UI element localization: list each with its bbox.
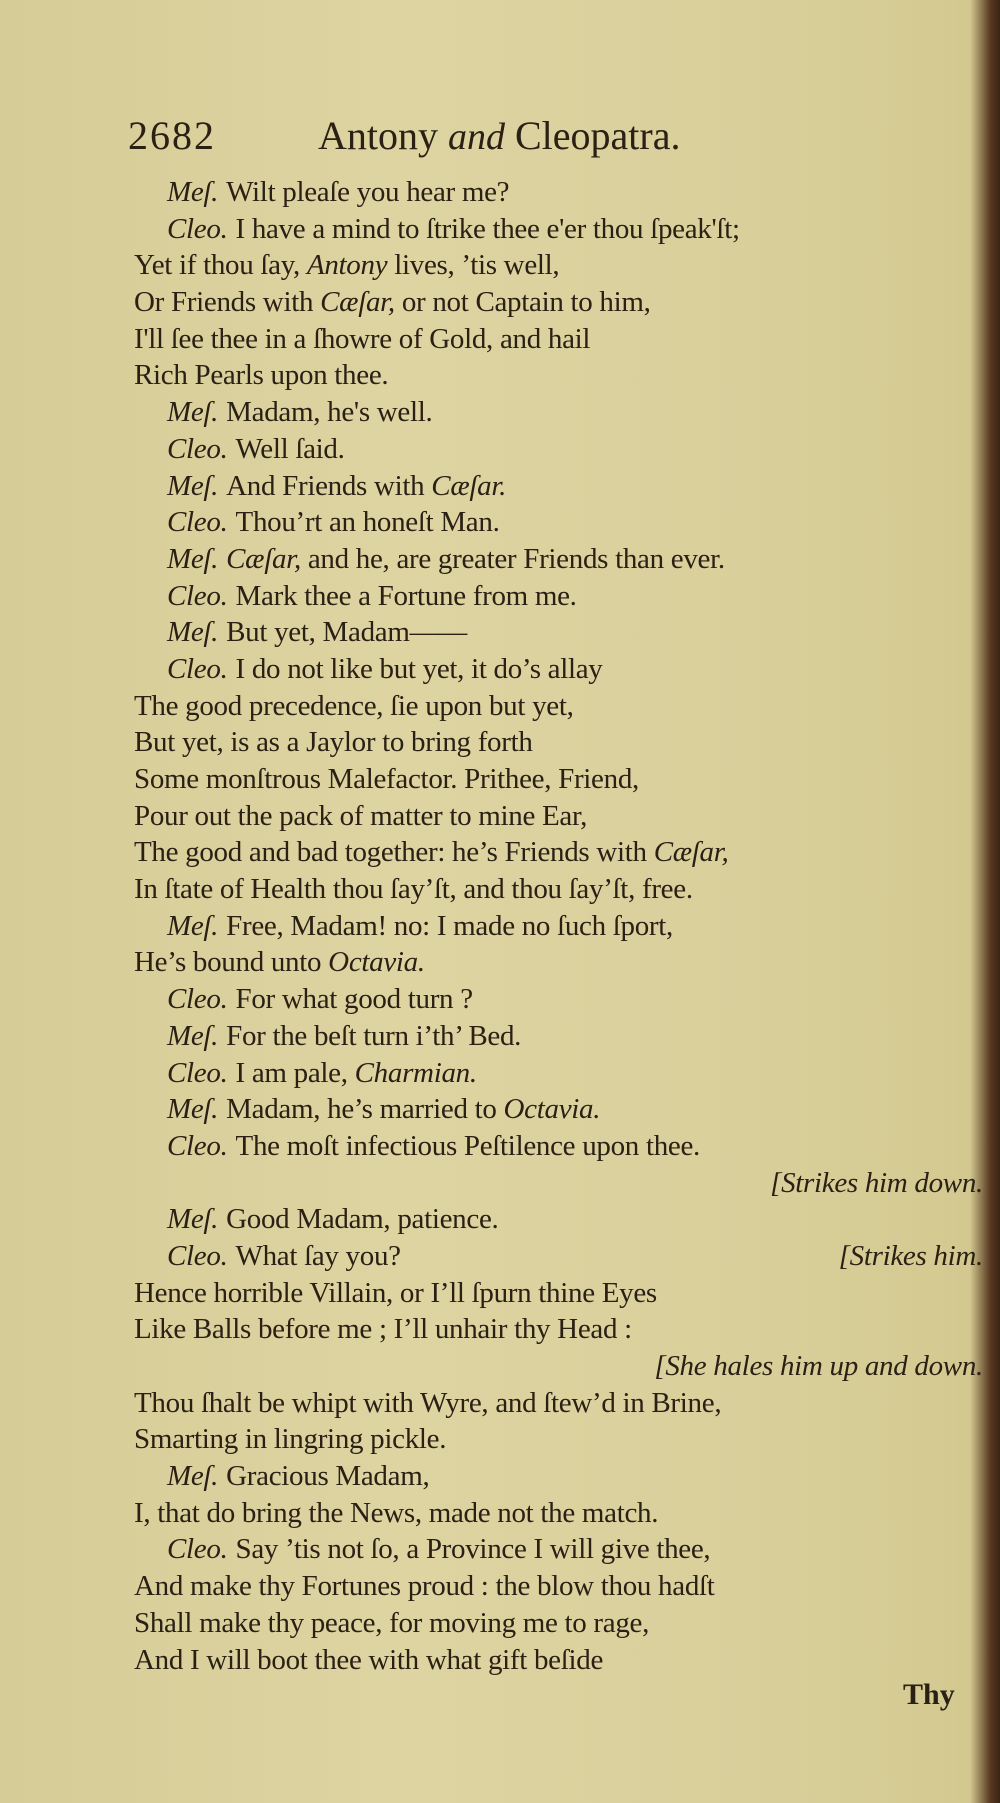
line-content [770, 1167, 983, 1199]
line-text: Yet if thou ſay, [134, 249, 307, 282]
verse-line [134, 614, 983, 651]
verse-line [134, 1568, 983, 1605]
line-text: He’s bound unto [134, 946, 329, 979]
line-content [167, 983, 473, 1015]
speaker-prefix: Cleo. [167, 1533, 228, 1566]
line-content [167, 506, 500, 538]
verse-line [134, 871, 983, 908]
verse-line [134, 1018, 983, 1055]
line-content [167, 910, 673, 942]
title-antony: Antony [318, 113, 438, 158]
italic-text: Cæſar, [653, 836, 729, 869]
title-cleopatra: Cleopatra. [515, 113, 681, 158]
line-text: The good and bad together: he’s Friends with [134, 836, 654, 869]
verse-line [134, 394, 983, 431]
play-text [134, 174, 983, 1678]
title-and: and [448, 116, 505, 158]
line-text: Rich Pearls upon thee. [134, 359, 389, 392]
italic-text: Cæſar. [431, 469, 507, 502]
verse-line [134, 834, 983, 871]
line-text: I do not like but yet, it do’s allay [235, 652, 603, 685]
line-content [134, 800, 587, 832]
line-content [167, 1057, 477, 1089]
line-content [654, 1350, 983, 1382]
line-content [167, 176, 509, 208]
line-content [167, 616, 467, 648]
speaker-prefix: Cleo. [167, 506, 228, 539]
verse-line [134, 1531, 983, 1568]
line-text: Gracious Madam, [226, 1460, 430, 1493]
line-text: Well ſaid. [235, 432, 345, 465]
line-content [134, 763, 639, 795]
italic-text: [She hales him up and down. [654, 1350, 983, 1382]
verse-line [134, 981, 983, 1018]
speaker-prefix: Meſ. [167, 1019, 219, 1052]
speaker-prefix: Cleo. [167, 652, 228, 685]
speaker-prefix: Cleo. [167, 432, 228, 465]
line-text: Good Madam, patience. [226, 1203, 499, 1236]
verse-line [134, 357, 983, 394]
line-content [167, 1238, 401, 1275]
verse-line [134, 724, 983, 761]
line-content [167, 470, 506, 502]
verse-line [134, 651, 983, 688]
line-content [134, 836, 728, 868]
speaker-prefix: Meſ. [167, 1203, 219, 1236]
line-text: Smarting in lingring pickle. [134, 1423, 447, 1456]
line-text: For the beſt turn i’th’ Bed. [226, 1019, 522, 1052]
verse-line [134, 468, 983, 505]
line-text: The moſt infectious Peſtilence upon thee. [235, 1129, 700, 1162]
line-content [167, 1130, 700, 1162]
italic-text: [Strikes him down. [770, 1166, 983, 1199]
line-content [134, 359, 388, 391]
verse-line [134, 798, 983, 835]
italic-text: Cæſar, [226, 542, 301, 575]
line-content [134, 873, 693, 905]
line-content [134, 946, 425, 978]
line-text: Some monſtrous Malefactor. Prithee, Friend, [134, 763, 639, 795]
verse-line [134, 1055, 983, 1092]
italic-text: Antony [306, 249, 388, 282]
line-content [167, 396, 432, 428]
speaker-prefix: Cleo. [167, 1056, 228, 1089]
line-text: And Friends with [226, 469, 432, 502]
speaker-prefix: Cleo. [167, 212, 228, 245]
italic-text: Octavia. [503, 1093, 601, 1126]
italic-text: Octavia. [328, 946, 425, 979]
line-text: Hence horrible Villain, or I’ll ſpurn thine Eyes [134, 1276, 657, 1309]
speaker-prefix: Cleo. [167, 1129, 228, 1162]
verse-line [134, 247, 983, 284]
verse-line [134, 431, 983, 468]
speaker-prefix: Meſ. [167, 616, 219, 649]
verse-line [134, 1458, 983, 1495]
line-content [134, 1277, 657, 1309]
verse-line [134, 1421, 983, 1458]
speaker-prefix: Meſ. [167, 909, 219, 942]
line-text: Thou ſhalt be whipt with Wyre, and ſtew’d in Brine, [134, 1386, 722, 1419]
line-text: Madam, he's well. [226, 396, 433, 429]
line-content [134, 1607, 649, 1639]
line-content [167, 580, 577, 612]
line-text: But yet, Madam—— [226, 616, 468, 649]
stage-direction: [Strikes him. [838, 1239, 983, 1272]
line-text: Thou’rt an honeſt Man. [235, 506, 500, 539]
stage-direction [134, 1165, 983, 1202]
line-text: Mark thee a Fortune from me. [235, 579, 577, 612]
speaker-prefix: Cleo. [167, 983, 228, 1016]
speaker-prefix: Meſ. [167, 469, 219, 502]
line-content [167, 213, 740, 245]
line-text: I'll ſee thee in a ſhowre of Gold, and hail [134, 322, 591, 355]
verse-line [134, 1201, 983, 1238]
line-text: and he, are greater Friends than ever. [300, 542, 725, 575]
verse-line [134, 1495, 983, 1532]
italic-text: Charmian. [354, 1056, 477, 1089]
line-text: What ſay you? [235, 1239, 401, 1272]
verse-line [134, 1642, 983, 1679]
line-text: And make thy Fortunes proud : the blow thou hadſt [134, 1570, 715, 1603]
verse-line [134, 321, 983, 358]
speaker-prefix: Cleo. [167, 579, 228, 612]
line-text: For what good turn ? [235, 983, 473, 1016]
line-content [134, 1644, 603, 1676]
line-content [134, 323, 590, 355]
verse-line [134, 284, 983, 321]
verse-line [134, 1091, 983, 1128]
verse-line [134, 1311, 983, 1348]
line-content [167, 1020, 521, 1052]
line-content [134, 1387, 721, 1419]
stage-direction [134, 1348, 983, 1385]
verse-line [134, 211, 983, 248]
italic-text: Cæſar, [320, 286, 395, 319]
verse-line [134, 1275, 983, 1312]
line-content [167, 543, 725, 575]
speaker-prefix: Meſ. [167, 396, 219, 429]
line-text: But yet, is as a Jaylor to bring forth [134, 726, 533, 759]
line-text: Wilt pleaſe you hear me? [226, 176, 510, 208]
line-content [167, 1460, 429, 1492]
line-text: Free, Madam! no: I made no ſuch ſport, [226, 909, 673, 942]
line-content [167, 1533, 710, 1565]
line-text: or not Captain to him, [394, 286, 651, 319]
verse-line [134, 1605, 983, 1642]
line-text: Shall make thy peace, for moving me to rage, [134, 1606, 650, 1639]
line-content [134, 1570, 715, 1602]
verse-line [134, 688, 983, 725]
line-content [134, 249, 559, 281]
line-text: Like Balls before me ; I’ll unhair thy Head : [134, 1313, 632, 1346]
verse-line [134, 1128, 983, 1165]
line-content [134, 286, 651, 318]
line-text: Say ’tis not ſo, a Province I will give thee, [235, 1533, 711, 1566]
page-header [128, 112, 681, 159]
line-text: And I will boot thee with what gift beſide [134, 1643, 604, 1676]
catchword: Thy [903, 1678, 955, 1711]
line-text: lives, ’tis well, [387, 249, 560, 282]
line-content [134, 1313, 632, 1345]
verse-line [134, 908, 983, 945]
verse-line [134, 1385, 983, 1422]
line-text: I have a mind to ſtrike thee e'er thou ſpeak'ſt; [235, 212, 740, 245]
line-text: Or Friends with [134, 286, 321, 319]
line-text: Madam, he’s married to [226, 1093, 504, 1126]
line-content [134, 690, 574, 722]
speaker-prefix: Meſ. [167, 542, 219, 575]
speaker-prefix: Meſ. [167, 1460, 219, 1493]
line-content [167, 1093, 600, 1125]
line-text: I am pale, [235, 1056, 355, 1089]
line-content [134, 1423, 446, 1455]
verse-line [134, 541, 983, 578]
verse-line [134, 1238, 983, 1275]
verse-line [134, 174, 983, 211]
speaker-prefix: Cleo. [167, 1239, 228, 1272]
speaker-prefix: Meſ. [167, 176, 219, 208]
line-content [167, 653, 602, 685]
line-content [134, 1497, 658, 1529]
line-content [167, 433, 345, 465]
line-text: In ſtate of Health thou ſay’ſt, and thou ſay’ſt, free. [134, 873, 693, 906]
line-content [134, 726, 533, 758]
verse-line [134, 944, 983, 981]
line-content [167, 1203, 498, 1235]
verse-line [134, 504, 983, 541]
line-text: I, that do bring the News, made not the match. [134, 1496, 659, 1529]
speaker-prefix: Meſ. [167, 1093, 219, 1126]
line-text: The good precedence, ſie upon but yet, [134, 689, 574, 722]
verse-line [134, 761, 983, 798]
page-number: 2682 [128, 113, 216, 158]
verse-line [134, 578, 983, 615]
line-text: Pour out the pack of matter to mine Ear, [134, 799, 588, 832]
